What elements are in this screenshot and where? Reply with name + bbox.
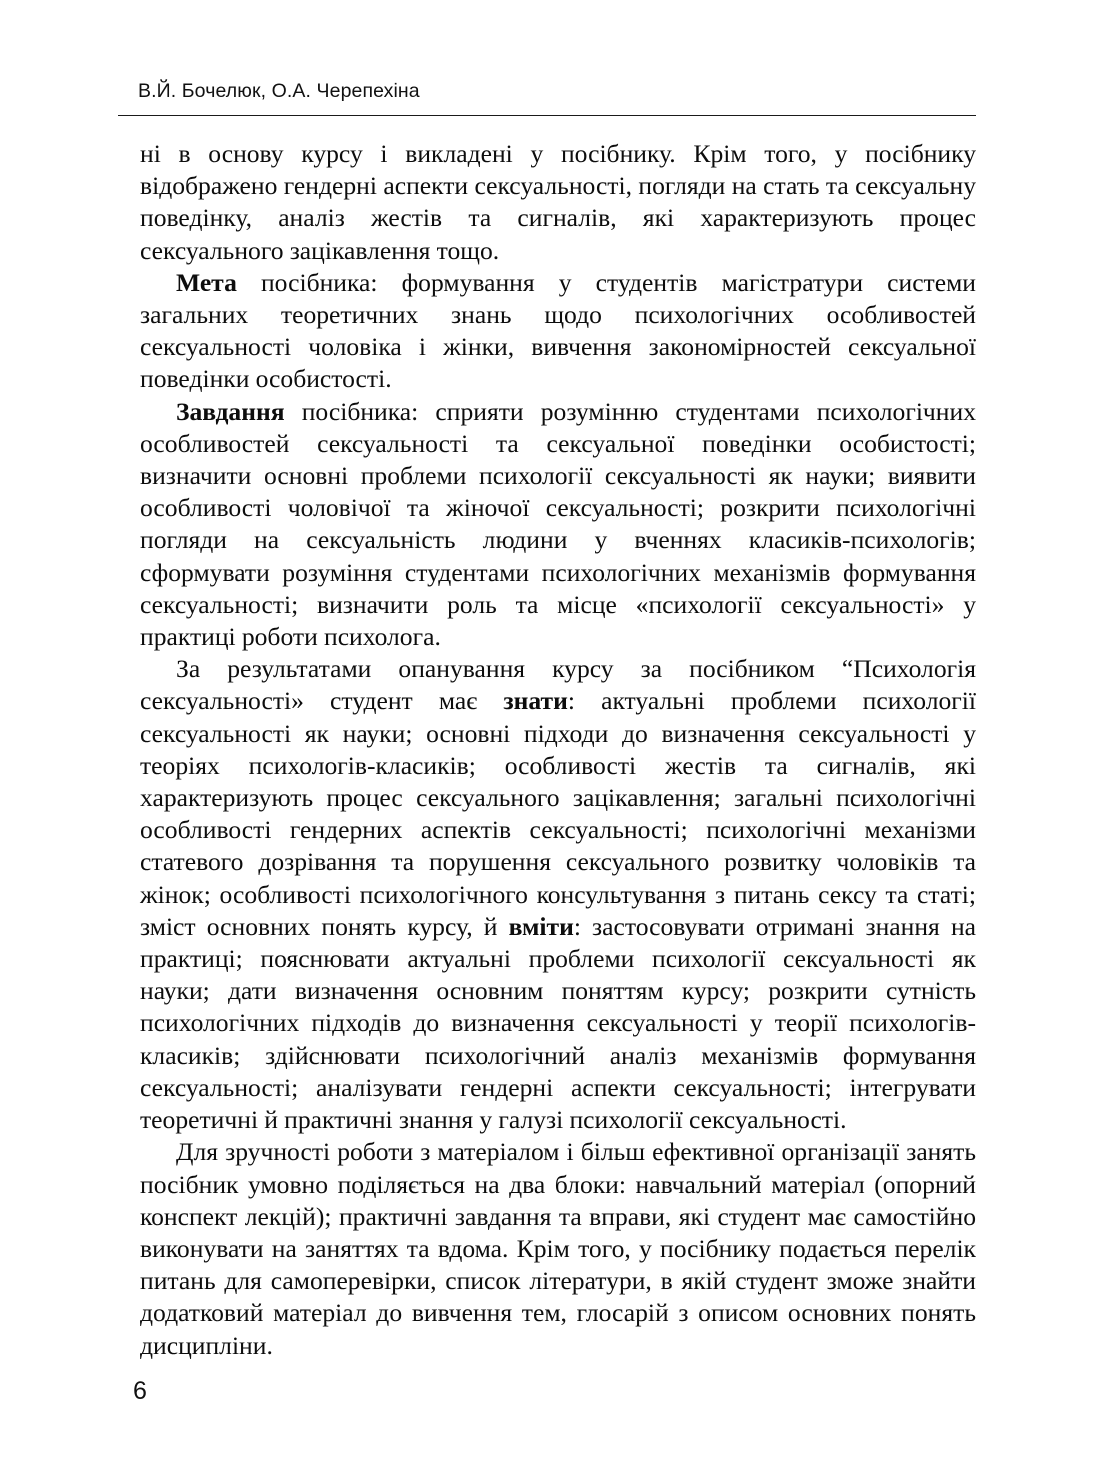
text-run: посібника: формування у студентів магістратури системи загальних теоретичних знань щодо психологічних особливостей сексуальності чоловіка і жінки, вивчення закономірностей сексуальної поведінки особистості. [140,267,976,394]
page-footer [133,1376,147,1406]
text-run: ні в основу курсу і викладені у посібнику. Крім того, у посібнику відображено гендерні аспекти сексуальності, погляди на стать та сексуальну поведінку, аналіз жестів та сигналів, які характеризують процес сексуального зацікавлення тощо. [140,139,976,265]
emphasis-term: Мета [176,267,237,297]
text-run: Для зручності роботи з матеріалом і більш ефективної організації занять посібник умовно поділяється на два блоки: навчальний матеріал (опорний конспект лекцій); практичні завдання та вправи, які студент має самостійно виконувати на заняттях та вдома. Крім того, у посібнику подається перелік питань для самоперевірки, список літератури, в якій студент зможе знайти додатковий матеріал до вивчення тем, глосарій з описом основних понять дисципліни. [140,1137,976,1360]
text-run: посібника: сприяти розумінню студентами психологічних особливостей сексуальності та сексуальної поведінки особистості; визначити основні проблеми психології сексуальності як науки; виявити особливості чоловічої та жіночої сексуальності; розкрити психологічні погляди на сексуальність людини у вченнях класиків-психологів; сформувати розуміння студентами психологічних механізмів формування сексуальності; визначити роль та місце «психології сексуальності» у практиці роботи психолога. [140,396,976,652]
body-text-column [140,138,976,1362]
running-head [138,78,976,104]
para-results [140,653,976,1136]
page-number: 6 [133,1377,147,1405]
para-zavdannya [140,396,976,654]
running-head-authors: В.Й. Бочелюк, О.А. Черепехіна [138,80,420,102]
header-rule-divider [118,115,976,116]
text-run: : застосовувати отримані знання на практиці; пояснювати актуальні проблеми психології сексуальності як науки; дати визначення основним поняттям курсу; розкрити сутність психологічних підходів до визначення сексуальності у теорії психологів-класиків; здійснювати психологічний аналіз механізмів формування сексуальності; аналізувати гендерні аспекти сексуальності; інтегрувати теоретичні й практичні знання у галузі психології сексуальності. [140,911,976,1135]
para-continuation [140,138,976,267]
emphasis-term: знати [503,686,568,716]
emphasis-term: Завдання [176,396,285,426]
para-organisation [140,1136,976,1361]
text-run: : актуальні проблеми психології сексуальності як науки; основні підходи до визначення сексуальності у теоріях психологів-класиків; особливості жестів та сигналів, які характеризують процес сексуального зацікавлення; загальні психологічні особливості гендерних аспектів сексуальності; психологічні механізми статевого дозрівання та порушення сексуального розвитку чоловіків та жінок; особливості психологічного консультування з питань сексу та статі; зміст основних понять курсу, й [140,686,976,941]
emphasis-term: вміти [508,911,574,941]
text-run: За результатами опанування курсу за посібником “Психологія сексуальності» студент має [140,654,976,716]
para-meta [140,267,976,396]
